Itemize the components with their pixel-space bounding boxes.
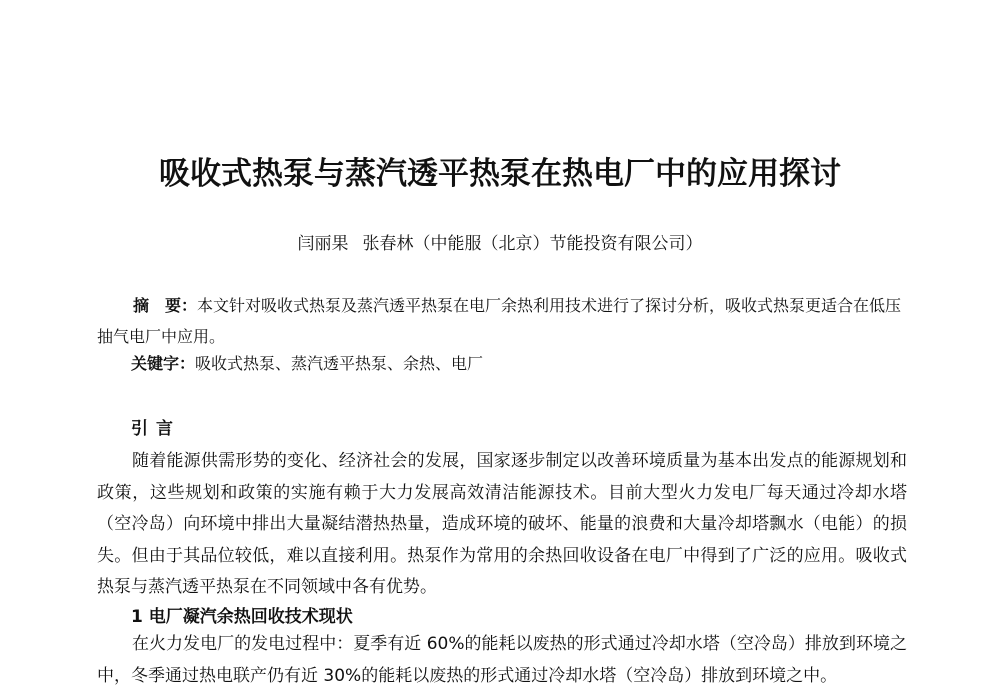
section-heading-1: 1 电厂凝汽余热回收技术现状	[131, 607, 353, 627]
abstract	[97, 290, 907, 352]
author-name: 张春林	[362, 234, 414, 254]
abstract-text: 本文针对吸收式热泵及蒸汽透平热泵在电厂余热利用技术进行了探讨分析，吸收式热泵更适合在低压抽气电厂中应用。	[97, 296, 902, 346]
keywords	[131, 352, 911, 376]
introduction-paragraph: 随着能源供需形势的变化、经济社会的发展，国家逐步制定以改善环境质量为基本出发点的能源规划和政策，这些规划和政策的实施有赖于大力发展高效清洁能源技术。目前大型火力发电厂每天通过冷却水塔（空冷岛）向环境中排出大量凝结潜热热量，造成环境的破坏、能量的浪费和大量冷却塔飘水（电能）的损失。但由于其品位较低，难以直接利用。热泵作为常用的余热回收设备在电厂中得到了广泛的应用。吸收式热泵与蒸汽透平热泵在不同领域中各有优势。	[97, 451, 907, 597]
section-heading-introduction: 引言	[131, 419, 181, 439]
author-name: 闫丽果	[297, 234, 349, 254]
section-1-paragraph: 在火力发电厂的发电过程中：夏季有近 60%的能耗以废热的形式通过冷却水塔（空冷岛）排放到环境之中，冬季通过热电联产仍有近 30%的能耗以废热的形式通过冷却水塔（空冷岛）排放到环境之中。	[97, 634, 907, 686]
keywords-text: 吸收式热泵、蒸汽透平热泵、余热、电厂	[195, 354, 484, 373]
abstract-label: 摘 要：	[133, 296, 198, 315]
keywords-label: 关键字：	[131, 354, 196, 373]
paper-title: 吸收式热泵与蒸汽透平热泵在热电厂中的应用探讨	[159, 156, 841, 192]
author-affiliation: （中能服（北京）节能投资有限公司）	[413, 234, 703, 254]
author-line	[0, 229, 1000, 254]
